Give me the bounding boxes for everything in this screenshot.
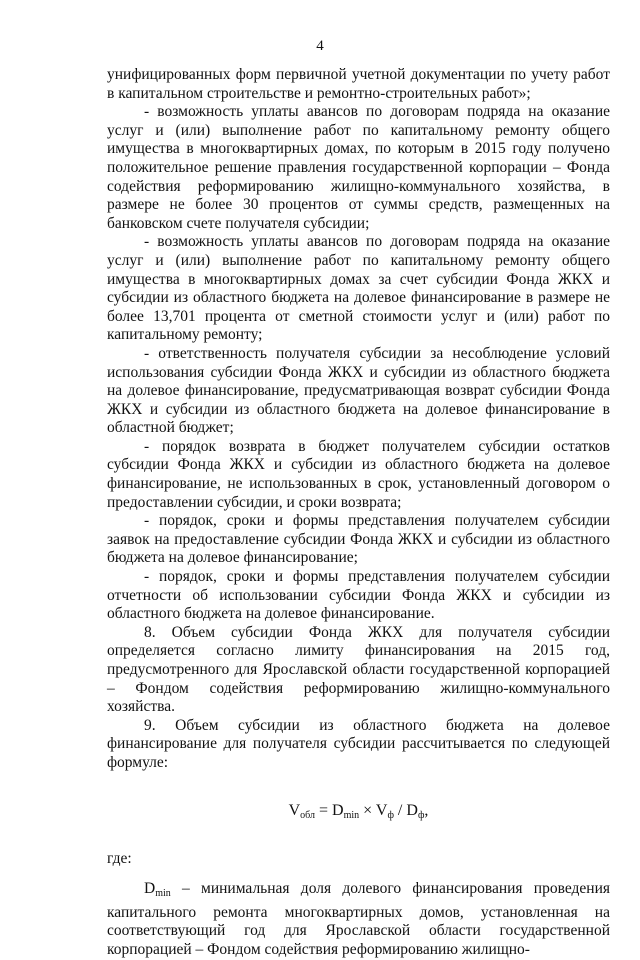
formula-d2: D (406, 801, 418, 819)
formula-d: D (332, 801, 344, 819)
list-item-application-procedure: - порядок, сроки и формы представления получателем субсидии заявок на предоставление субсидии Фонда ЖКХ и субсидии из областного бюджета на долевое финансирование; (107, 512, 610, 567)
definition-symbol: D (144, 880, 156, 898)
list-item-return-procedure: - порядок возврата в бюджет получателем субсидии остатков субсидии Фонда ЖКХ и субсидии из областного бюджета на долевое финансирование, не использованных в срок, установленный договором о предоставлении субсидии, и сроки возврата; (107, 437, 610, 511)
paragraph-9: 9. Объем субсидии из областного бюджета на долевое финансирование для получателя субсидии рассчитывается по следующей формуле: (107, 716, 610, 771)
definition-text: – минимальная доля долевого финансирования проведения капитального ремонта многоквартирных домов, установленная на соответствующий год для Ярославской области государственной корпорацией – Фондом содействия реформированию жилищно- (107, 880, 610, 958)
list-item-reporting-procedure: - порядок, сроки и формы представления получателем субсидии отчетности об использовании субсидии Фонда ЖКХ и субсидии из областного бюджета на долевое финансирование. (107, 568, 610, 623)
formula (107, 801, 610, 826)
formula-d-sub: min (343, 809, 360, 821)
definition-dmin (107, 880, 610, 959)
paragraph-continuation: унифицированных форм первичной учетной документации по учету работ в капитальном строительстве и ремонтно-строительных работ»; (107, 66, 610, 102)
list-item-advance-13-percent: - возможность уплаты авансов по договорам подряда на оказание услуг и (или) выполнение работ по капитальному ремонту общего имущества в многоквартирных домах за счет субсидии Фонда ЖКХ и субсидии из областного бюджета на долевое финансирование в размере не более 13,701 процента от сметной стоимости услуг и (или) работ по капитальному ремонту; (107, 233, 610, 344)
where-label: где: (107, 849, 132, 867)
formula-v2: V (375, 801, 388, 819)
formula-eq: = (314, 801, 333, 819)
formula-times: × (359, 801, 376, 819)
definition-symbol-sub: min (155, 888, 171, 900)
formula-v-sub: обл (300, 809, 315, 821)
formula-v2-sub: ф (387, 809, 394, 821)
list-item-advance-30-percent: - возможность уплаты авансов по договорам подряда на оказание услуг и (или) выполнение работ по капитальному ремонту общего имущества в многоквартирных домах, по которым в 2015 году получено положительное решение правления государственной корпорации – Фонда содействия реформированию жилищно-коммунального хозяйства, в размере не более 30 процентов от суммы средств, размещенных на банковском счете получателя субсидии; (107, 103, 610, 232)
formula-comma: , (424, 801, 429, 819)
formula-d2-sub: ф (417, 809, 425, 821)
list-item-responsibility: - ответственность получателя субсидии за несоблюдение условий использования субсидии Фонда ЖКХ и субсидии из областного бюджета на долевое финансирование, предусматривающая возврат субсидии Фонда ЖКХ и субсидии из областного бюджета на долевое финансирование в областной бюджет; (107, 344, 610, 437)
formula-v: V (288, 801, 301, 819)
page-number: 4 (316, 38, 324, 54)
document-body (107, 66, 610, 960)
formula-slash: / (393, 801, 407, 819)
paragraph-8: 8. Объем субсидии Фонда ЖКХ для получателя субсидии определяется согласно лимиту финансирования на 2015 год, предусмотренного для Ярославской области государственной корпорацией – Фондом содействия реформированию жилищно-коммунального хозяйства. (107, 623, 610, 716)
